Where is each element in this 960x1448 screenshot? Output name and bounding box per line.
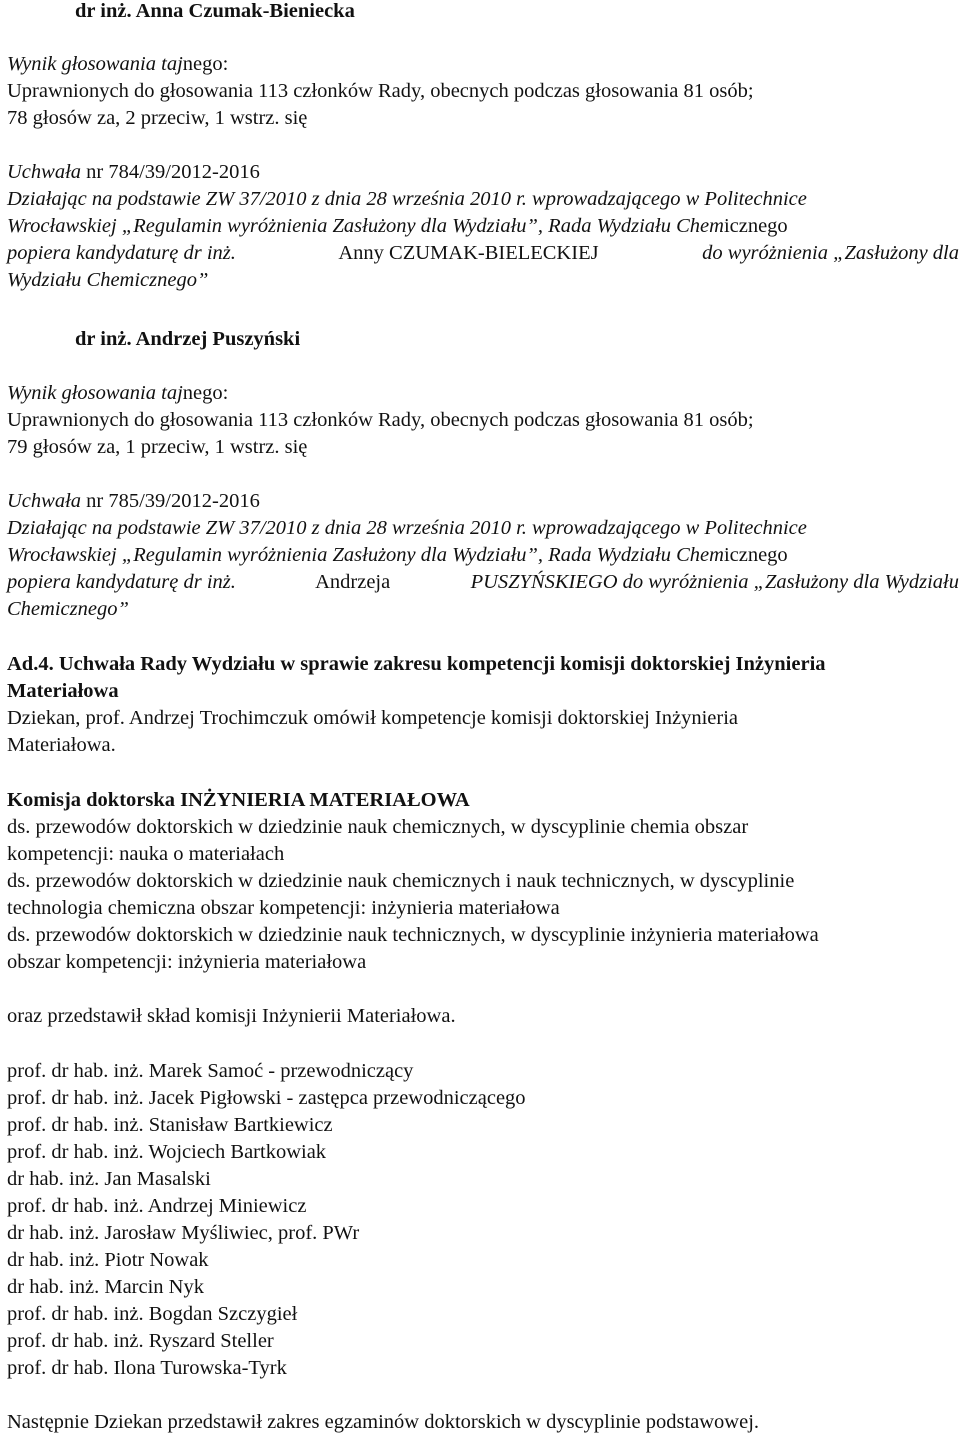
resolution-text-line: Chemicznego” xyxy=(7,598,129,620)
resolution-text-normal: Anny CZUMAK-BIELECKIEJ xyxy=(334,242,599,264)
committee-scope: obszar kompetencji: inżynieria materiałowa xyxy=(7,951,367,973)
resolution-text-line xyxy=(7,241,959,265)
committee-member: dr hab. inż. Jarosław Myśliwiec, prof. PWr xyxy=(7,1222,360,1244)
resolution-title xyxy=(7,489,959,513)
resolution-number: nr 784/39/2012-2016 xyxy=(81,161,260,183)
vote-result-label xyxy=(7,381,959,405)
resolution-text-normal: Andrzeja xyxy=(311,571,391,593)
vote-eligible-text: Uprawnionych do głosowania 113 członków Rady, obecnych podczas głosowania 81 osób; xyxy=(7,80,754,102)
resolution-number: nr 785/39/2012-2016 xyxy=(81,490,260,512)
committee-scope: kompetencji: nauka o materiałach xyxy=(7,843,285,865)
committee-presented: oraz przedstawił skład komisji Inżynierii Materiałowa. xyxy=(7,1005,456,1027)
vote-result-label-italic: Wynik głosowania taj xyxy=(7,382,183,404)
agenda-text: Materiałowa. xyxy=(7,734,116,756)
committee-scope: ds. przewodów doktorskich w dziedzinie nauk technicznych, w dyscyplinie inżynieria materiałowa xyxy=(7,924,819,946)
committee-member: prof. dr hab. Ilona Turowska-Tyrk xyxy=(7,1357,287,1379)
resolution-text-normal: icznego xyxy=(723,215,788,237)
committee-member: prof. dr hab. inż. Ryszard Steller xyxy=(7,1330,274,1352)
agenda-text: Dziekan, prof. Andrzej Trochimczuk omówił kompetencje komisji doktorskiej Inżynieria xyxy=(7,707,739,729)
vote-count-text: 79 głosów za, 1 przeciw, 1 wstrz. się xyxy=(7,436,308,458)
committee-member: dr hab. inż. Piotr Nowak xyxy=(7,1249,209,1271)
committee-member: prof. dr hab. inż. Wojciech Bartkowiak xyxy=(7,1141,327,1163)
committee-member: prof. dr hab. inż. Marek Samoć - przewodniczący xyxy=(7,1060,414,1082)
committee-scope: ds. przewodów doktorskich w dziedzinie nauk chemicznych i nauk technicznych, w dyscyplinie xyxy=(7,870,795,892)
resolution-text-line xyxy=(7,570,959,594)
candidate-name: dr inż. Andrzej Puszyński xyxy=(75,328,301,350)
resolution-text-line: Działając na podstawie ZW 37/2010 z dnia 28 września 2010 r. wprowadzającego w Politechnice xyxy=(7,517,807,539)
committee-scope: technologia chemiczna obszar kompetencji: inżynieria materiałowa xyxy=(7,897,560,919)
vote-count-text: 78 głosów za, 2 przeciw, 1 wstrz. się xyxy=(7,107,308,129)
resolution-text-italic: Wrocławskiej „Regulamin wyróżnienia Zasłużony dla Wydziału”, Rada Wydziału Chem xyxy=(7,215,724,237)
resolution-title xyxy=(7,160,959,184)
resolution-text-line: Wydziału Chemicznego” xyxy=(7,269,209,291)
resolution-text-normal: icznego xyxy=(723,544,788,566)
resolution-text-italic: popiera kandydaturę dr inż. xyxy=(7,571,236,593)
resolution-text-italic: popiera kandydaturę dr inż. xyxy=(7,242,236,264)
vote-result-label-italic: Wynik głosowania taj xyxy=(7,53,183,75)
resolution-word: Uchwała xyxy=(7,161,82,183)
resolution-text-italic: PUSZYŃSKIEGO do wyróżnienia „Zasłużony dla Wydziału xyxy=(465,571,959,593)
vote-result-label-rest: nego: xyxy=(182,53,229,75)
committee-member: prof. dr hab. inż. Jacek Pigłowski - zastępca przewodniczącego xyxy=(7,1087,526,1109)
vote-result-label-rest: nego: xyxy=(182,382,229,404)
vote-result-label xyxy=(7,52,959,76)
resolution-text-italic: Wrocławskiej „Regulamin wyróżnienia Zasłużony dla Wydziału”, Rada Wydziału Chem xyxy=(7,544,724,566)
committee-member: prof. dr hab. inż. Stanisław Bartkiewicz xyxy=(7,1114,333,1136)
candidate-name: dr inż. Anna Czumak-Bieniecka xyxy=(75,0,355,22)
committee-member: dr hab. inż. Marcin Nyk xyxy=(7,1276,204,1298)
resolution-text-line xyxy=(7,214,959,238)
committee-scope: ds. przewodów doktorskich w dziedzinie nauk chemicznych, w dyscyplinie chemia obszar xyxy=(7,816,749,838)
agenda-heading: Materiałowa xyxy=(7,680,119,702)
resolution-word: Uchwała xyxy=(7,490,82,512)
vote-eligible-text: Uprawnionych do głosowania 113 członków Rady, obecnych podczas głosowania 81 osób; xyxy=(7,409,754,431)
committee-member: prof. dr hab. inż. Bogdan Szczygieł xyxy=(7,1303,298,1325)
resolution-text-line xyxy=(7,543,959,567)
resolution-text-italic: do wyróżnienia „Zasłużony dla xyxy=(697,242,959,264)
committee-member: dr hab. inż. Jan Masalski xyxy=(7,1168,211,1190)
committee-member: prof. dr hab. inż. Andrzej Miniewicz xyxy=(7,1195,307,1217)
closing-text: Następnie Dziekan przedstawił zakres egzaminów doktorskich w dyscyplinie podstawowej. xyxy=(7,1411,760,1433)
committee-heading: Komisja doktorska INŻYNIERIA MATERIAŁOWA xyxy=(7,789,470,811)
resolution-text-line: Działając na podstawie ZW 37/2010 z dnia 28 września 2010 r. wprowadzającego w Politechnice xyxy=(7,188,807,210)
agenda-heading: Ad.4. Uchwała Rady Wydziału w sprawie zakresu kompetencji komisji doktorskiej Inżynieria xyxy=(7,653,826,675)
